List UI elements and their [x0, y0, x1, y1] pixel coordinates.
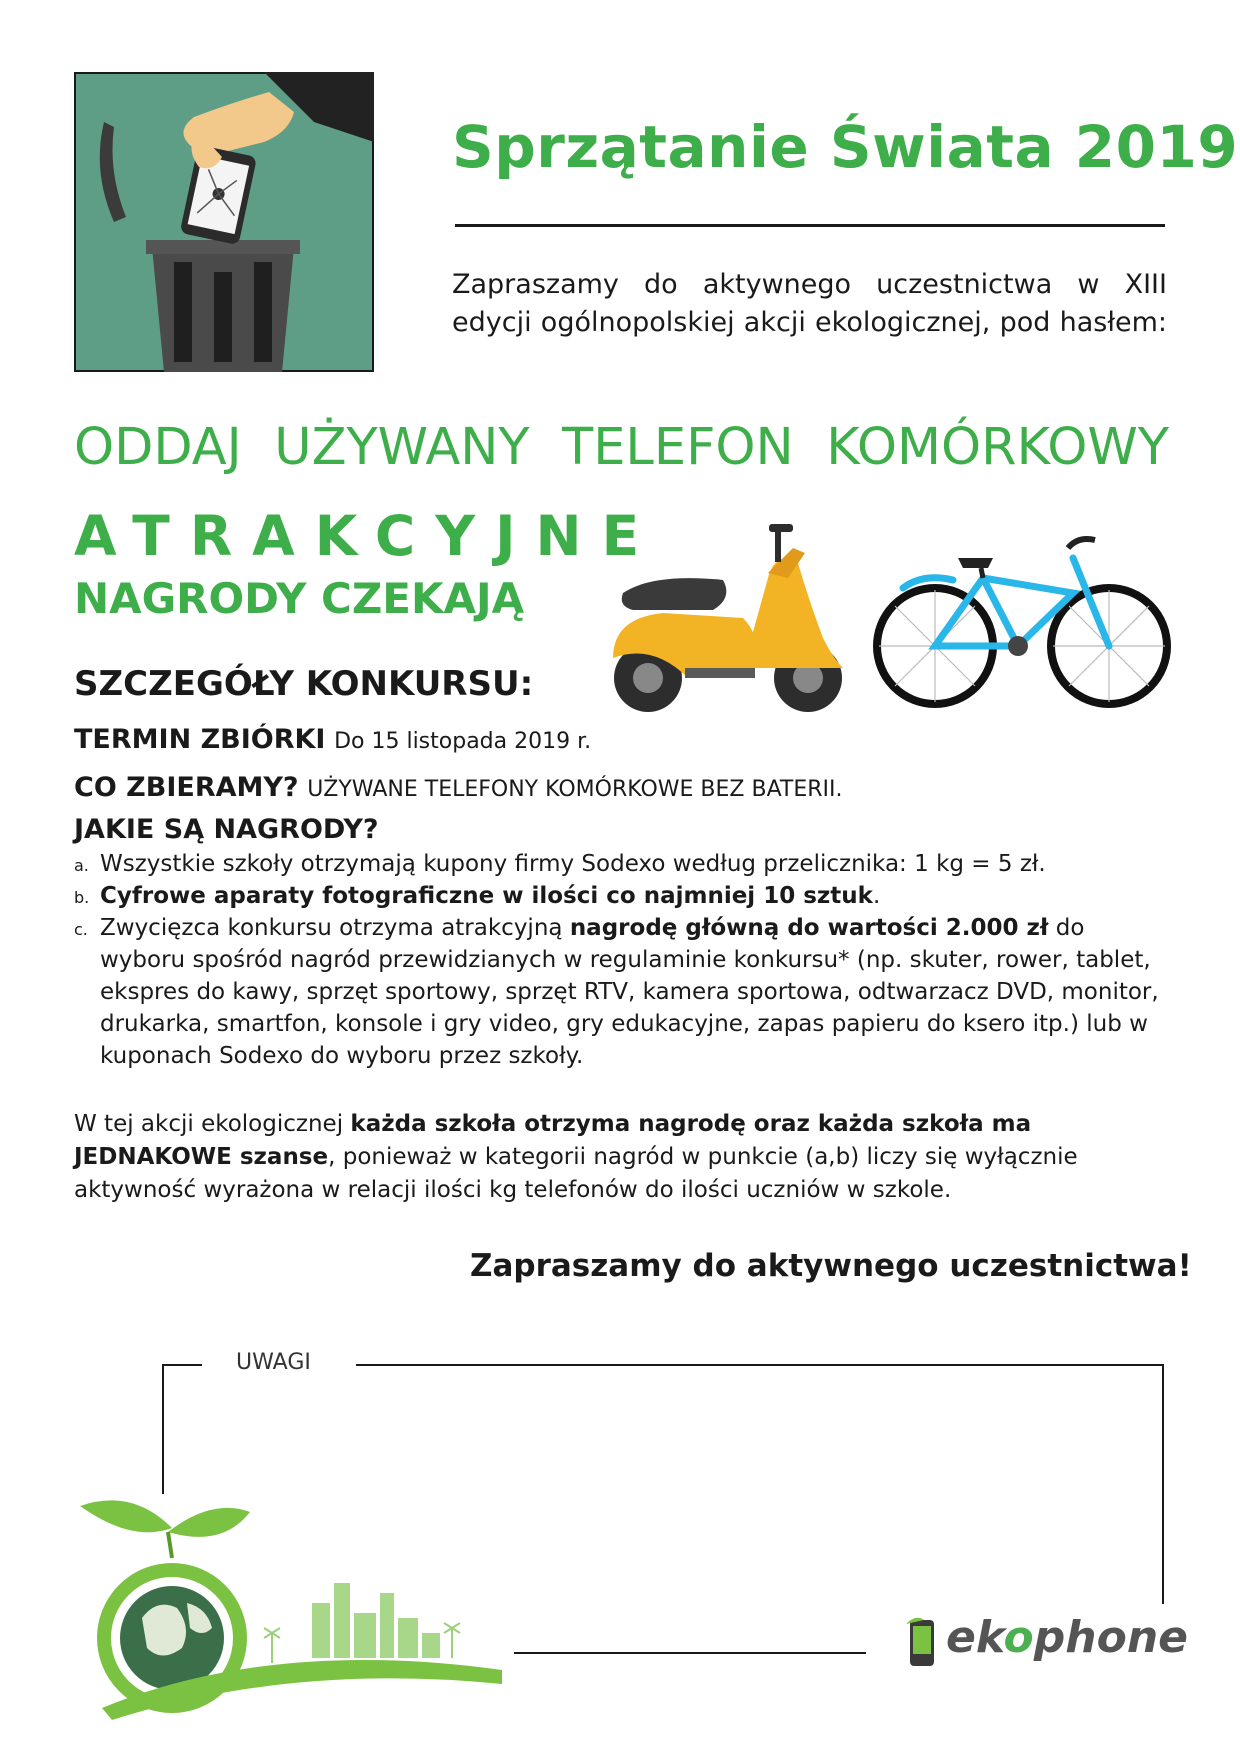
prizes-label: JAKIE SĄ NAGRODY?	[74, 814, 379, 845]
contest-details-heading: SZCZEGÓŁY KONKURSU:	[74, 664, 534, 704]
list-item-text: Zwycięzca konkursu otrzyma atrakcyjną	[100, 915, 570, 941]
remarks-box-border	[356, 1364, 1164, 1366]
campaign-slogan: ODDAJ UŻYWANY TELEFON KOMÓRKOWY	[74, 418, 1169, 477]
list-item	[74, 912, 1174, 1072]
collect-label: CO ZBIERAMY?	[74, 772, 299, 803]
collect-row	[74, 772, 843, 803]
remarks-label: UWAGI	[236, 1350, 311, 1375]
list-item-text: Cyfrowe aparaty fotograficzne w ilości co najmniej 10 sztuk	[100, 883, 873, 909]
remarks-box-border	[514, 1652, 866, 1654]
list-marker: c.	[74, 920, 88, 939]
list-marker: a.	[74, 856, 89, 875]
equal-chances-note	[74, 1108, 1164, 1207]
note-lead: W tej akcji ekologicznej	[74, 1111, 351, 1137]
phone-in-trash-illustration	[74, 72, 374, 372]
note-bold: każda szkoła otrzyma nagrodę oraz każda szkoła ma JEDNAKOWE szanse	[74, 1111, 1032, 1170]
list-item-tail: .	[872, 883, 881, 909]
remarks-box-border	[1162, 1364, 1164, 1604]
title-divider	[455, 224, 1165, 227]
eco-globe-logo	[72, 1488, 502, 1720]
deadline-value: Do 15 listopada 2019 r.	[334, 729, 592, 754]
prize-list	[74, 848, 1174, 1072]
prize-heading-line1: ATRAKCYJNE	[74, 504, 660, 568]
invitation-text: Zapraszamy do aktywnego uczestnictwa w XIII edycji ogólnopolskiej akcji ekologicznej, pod hasłem:	[452, 269, 1167, 338]
note-tail: , ponieważ w kategorii nagród w punkcie (a,b) liczy się wyłącznie aktywność wyrażona w relacji ilości kg telefonów do ilości uczniów w szkole.	[74, 1144, 1078, 1203]
list-item	[74, 848, 1174, 880]
call-to-action: Zapraszamy do aktywnego uczestnictwa!	[470, 1248, 1192, 1284]
prize-heading-line2: NAGRODY CZEKAJĄ	[74, 574, 525, 623]
list-item-bold: nagrodę główną do wartości 2.000 zł	[569, 915, 1049, 941]
list-item-text: Wszystkie szkoły otrzymają kupony firmy Sodexo według przelicznika: 1 kg = 5 zł.	[100, 851, 1046, 877]
remarks-box-border	[162, 1364, 202, 1366]
scooter-illustration	[593, 518, 863, 718]
list-marker: b.	[74, 888, 90, 907]
list-item	[74, 880, 1174, 912]
ekophone-logo: ekophone	[946, 1612, 1188, 1663]
ekophone-phone-icon	[904, 1614, 940, 1672]
bicycle-illustration	[873, 518, 1173, 718]
list-item-tail: do wyboru spośród nagród przewidzianych w regulaminie konkursu* (np. skuter, rower, tablet, ekspres do kawy, sprzęt sportowy, sprzęt RTV, kamera sportowa, odtwarzacz DVD, monitor, drukarka, smartfon, konsole i gry video, gry edukacyjne, zapas papieru do ksero itp.) lub w kuponach Sodexo do wyboru przez szkoły.	[100, 915, 1159, 1069]
collect-value: UŻYWANE TELEFONY KOMÓRKOWE BEZ BATERII.	[307, 777, 843, 802]
deadline-label: TERMIN ZBIÓRKI	[74, 724, 326, 755]
remarks-box-border	[162, 1364, 164, 1494]
deadline-row	[74, 724, 591, 755]
prizes-row	[74, 814, 379, 845]
page-title: Sprzątanie Świata 2019	[452, 113, 1239, 181]
